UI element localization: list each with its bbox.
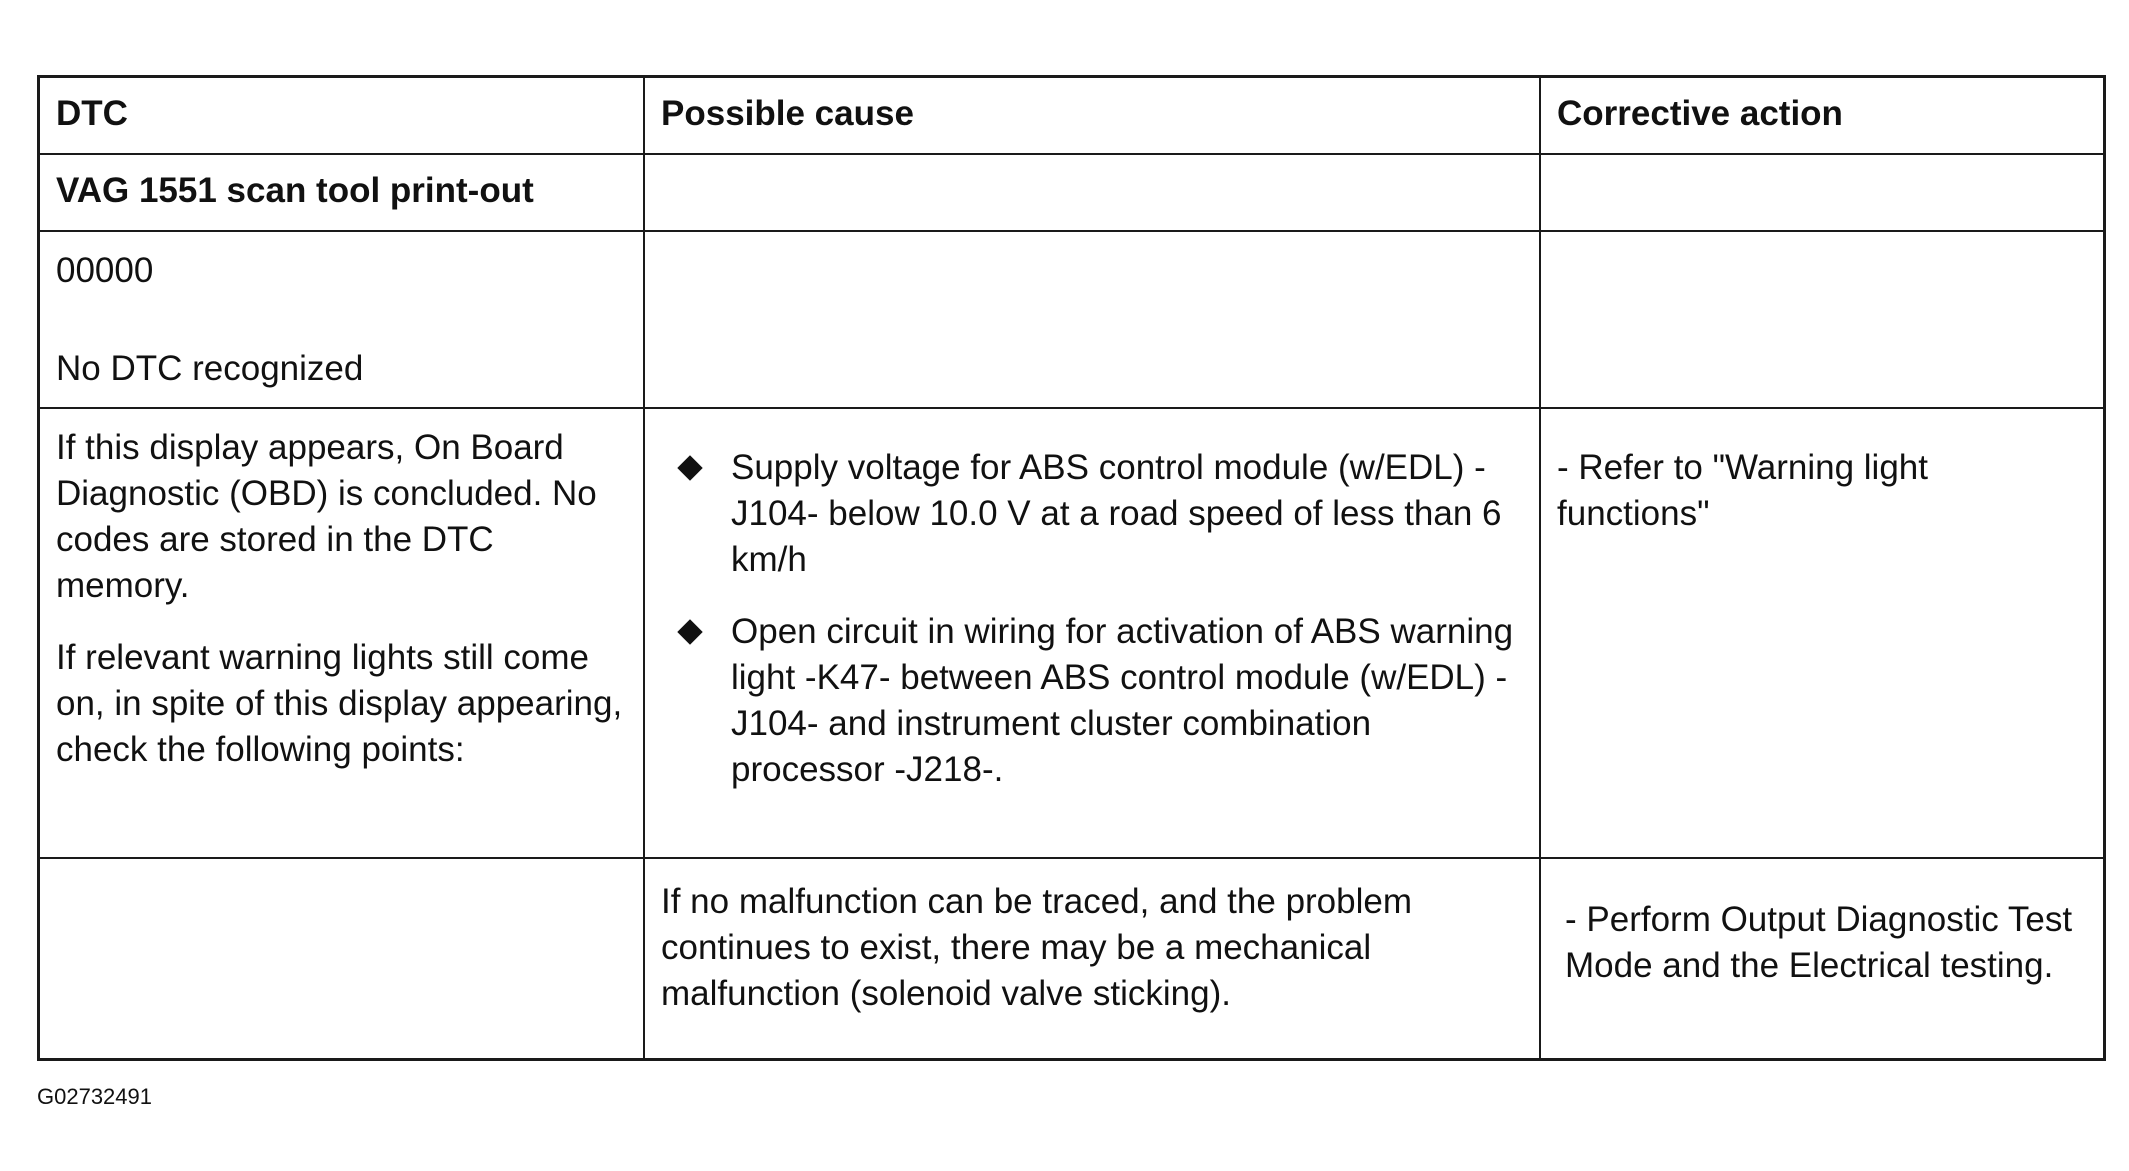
dtc-paragraph: If relevant warning lights still come on, in spite of this display appearing, check the following points:: [56, 638, 623, 769]
final-cause-text: If no malfunction can be traced, and the problem continues to exist, there may be a mechanical malfunction (solenoid valve sticking).: [661, 882, 1413, 1013]
diamond-bullet-icon: [677, 619, 702, 644]
dtc-code: 00000: [56, 251, 154, 290]
code-cell: [40, 232, 645, 409]
cause-list: [645, 409, 1539, 793]
final-action-text: - Perform Output Diagnostic Test Mode and the Electrical testing.: [1565, 900, 2073, 985]
header-possible-cause: Possible cause: [645, 78, 1541, 155]
subheader-empty-cause: [645, 155, 1541, 232]
subheader-scan-tool: VAG 1551 scan tool print-out: [40, 155, 645, 232]
dtc-paragraph: If this display appears, On Board Diagnostic (OBD) is concluded. No codes are stored in the DTC memory.: [56, 428, 597, 605]
final-cause-cell: [645, 859, 1541, 1058]
main-dtc-cell: [40, 409, 645, 859]
code-empty-cause: [645, 232, 1541, 409]
dtc-table: [37, 75, 2106, 1061]
header-dtc: DTC: [40, 78, 645, 155]
figure-id: G02732491: [37, 1084, 152, 1109]
subheader-empty-action: [1541, 155, 2103, 232]
final-action-cell: [1541, 859, 2103, 1058]
cause-item: [677, 445, 1519, 583]
header-corrective-action: Corrective action: [1541, 78, 2103, 155]
cause-text: Open circuit in wiring for activation of ABS warning light -K47- between ABS control module (w/EDL) -J104- and instrument cluster combination processor -J218-.: [731, 612, 1514, 789]
code-empty-action: [1541, 232, 2103, 409]
action-text: - Refer to "Warning light functions": [1557, 448, 1928, 533]
main-cause-cell: [645, 409, 1541, 859]
final-empty-dtc: [40, 859, 645, 1058]
cause-text: Supply voltage for ABS control module (w/EDL) -J104- below 10.0 V at a road speed of less than 6 km/h: [731, 448, 1502, 579]
diamond-bullet-icon: [677, 455, 702, 480]
cause-item: [677, 609, 1519, 793]
main-action-cell: [1541, 409, 2103, 859]
dtc-description: No DTC recognized: [56, 349, 364, 388]
